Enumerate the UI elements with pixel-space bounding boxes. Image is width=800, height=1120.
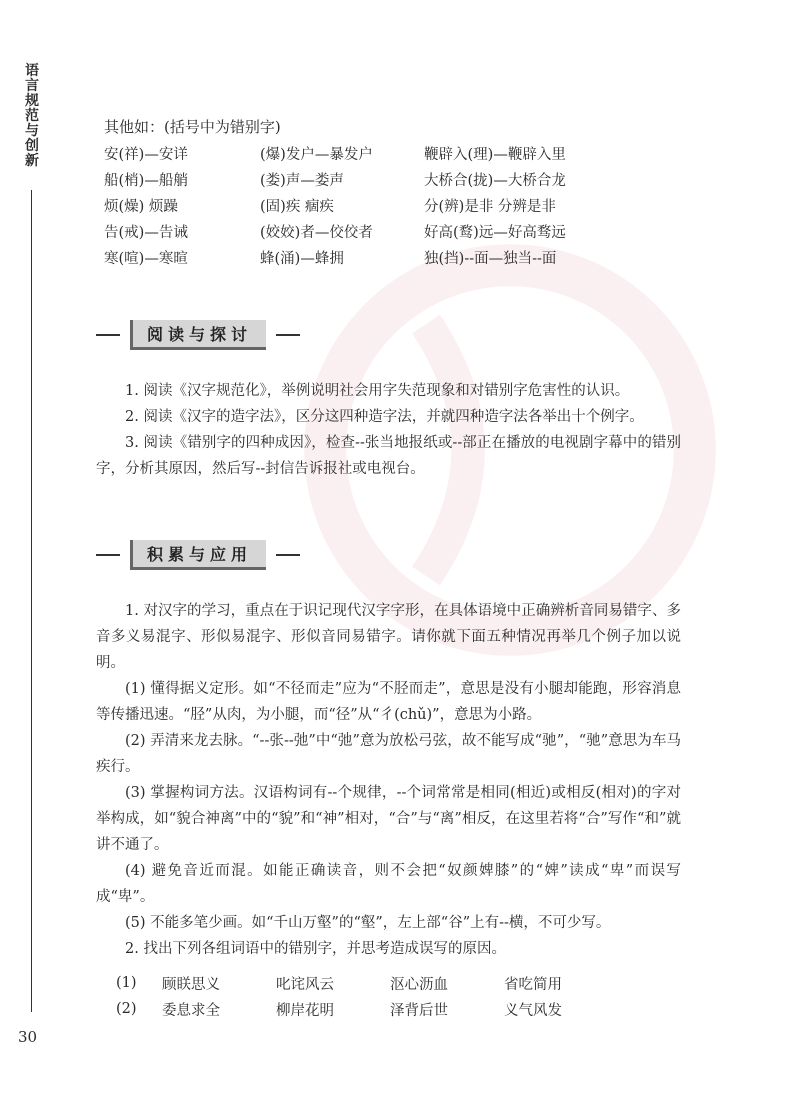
grid-cell: 烦(燥) 烦躁 bbox=[104, 198, 178, 215]
word-item: 顾眹思义 bbox=[162, 976, 220, 993]
section-heading-practice bbox=[96, 542, 346, 568]
grid-cell: (娄)声—娄声 bbox=[260, 172, 344, 189]
grid-row bbox=[104, 192, 664, 218]
exercise-item: (4) 避免音近而混。如能正确读音，则不会把“奴颜婢膝”的“婢”读成“卑”而误写成“卑”。 bbox=[96, 863, 681, 905]
grid-row bbox=[104, 166, 664, 192]
grid-row bbox=[104, 244, 664, 270]
correction-grid bbox=[104, 140, 664, 270]
grid-cell: 蜂(涌)—蜂拥 bbox=[260, 250, 344, 267]
intro-text: 其他如：(括号中为错别字) bbox=[104, 118, 281, 136]
word-item: 省吃简用 bbox=[504, 976, 562, 993]
word-item: 沤心沥血 bbox=[390, 976, 448, 993]
heading-dash-right bbox=[276, 334, 300, 336]
grid-row bbox=[104, 140, 664, 166]
grid-cell: 独(挡)--面—独当--面 bbox=[424, 250, 557, 267]
reading-exercises bbox=[96, 378, 681, 482]
grid-cell: 大桥合(拢)—大桥合龙 bbox=[424, 172, 566, 189]
section-heading-reading bbox=[96, 322, 346, 348]
grid-cell: 寒(喧)—寒暄 bbox=[104, 250, 188, 267]
word-index: (1) bbox=[116, 975, 137, 991]
word-row bbox=[116, 996, 616, 1022]
grid-cell: 安(祥)—安详 bbox=[104, 146, 188, 163]
word-item: 柳岸花明 bbox=[276, 1002, 334, 1019]
exercise-item: (1) 懂得据义定形。如“不径而走”应为“不胫而走”，意思是没有小腿却能跑，形容消息等传播迅速。“胫”从肉，为小腿，而“径”从“彳(chǔ)”，意思为小路。 bbox=[96, 681, 681, 723]
practice-exercises bbox=[96, 598, 681, 962]
word-index: (2) bbox=[116, 1001, 137, 1017]
exercise-item: 1. 阅读《汉字规范化》，举例说明社会用字失范现象和对错别字危害性的认识。 bbox=[125, 383, 630, 399]
grid-cell: 鞭辟入(理)—鞭辟入里 bbox=[424, 146, 566, 163]
word-row bbox=[116, 970, 616, 996]
word-groups bbox=[116, 970, 616, 1022]
word-item: 泽背后世 bbox=[390, 1002, 448, 1019]
exercise-item: (3) 掌握构词方法。汉语构词有--个规律，--个词常常是相同(相近)或相反(相对)的字对举构成，如“貌合神离”中的“貌”和“神”相对，“合”与“离”相反，在这里若将“合”写作“和”就讲不通了。 bbox=[96, 785, 681, 853]
grid-cell: (爆)发户—暴发户 bbox=[260, 146, 373, 163]
exercise-item: (5) 不能多笔少画。如“千山万壑”的“壑”，左上部“谷”上有--横，不可少写。 bbox=[125, 915, 611, 931]
exercise-item: 1. 对汉字的学习，重点在于识记现代汉字字形，在具体语境中正确辨析音同易错字、多音多义易混字、形似易混字、形似音同易错字。请你就下面五种情况再举几个例子加以说明。 bbox=[96, 603, 681, 671]
grid-cell: 分(辨)是非 分辨是非 bbox=[424, 198, 556, 215]
word-item: 叱诧风云 bbox=[276, 976, 334, 993]
grid-row bbox=[104, 218, 664, 244]
exercise-item: (2) 弄清来龙去脉。“--张--弛”中“弛”意为放松弓弦，故不能写成“驰”，“驰”意思为车马疾行。 bbox=[96, 733, 681, 775]
word-item: 委息求全 bbox=[162, 1002, 220, 1019]
section-title: 积累与应用 bbox=[130, 540, 266, 570]
grid-cell: (姣姣)者—佼佼者 bbox=[260, 224, 373, 241]
heading-dash-left bbox=[96, 334, 120, 336]
heading-dash-left bbox=[96, 554, 120, 556]
grid-cell: 好高(鹜)远—好高骛远 bbox=[424, 224, 566, 241]
page-number: 30 bbox=[18, 1028, 38, 1046]
grid-cell: 船(梢)—船艄 bbox=[104, 172, 188, 189]
heading-dash-right bbox=[276, 554, 300, 556]
section-title: 阅读与探讨 bbox=[130, 320, 266, 350]
word-item: 义气风发 bbox=[504, 1002, 562, 1019]
exercise-item: 3. 阅读《错别字的四种成因》，检查--张当地报纸或--部正在播放的电视剧字幕中的错别字，分析其原因，然后写--封信告诉报社或电视台。 bbox=[96, 435, 681, 477]
exercise-item: 2. 阅读《汉字的造字法》，区分这四种造字法，并就四种造字法各举出十个例字。 bbox=[125, 409, 644, 425]
grid-cell: (固)疾 痼疾 bbox=[260, 198, 334, 215]
side-divider bbox=[31, 190, 32, 1012]
side-title: 语言规范与创新 bbox=[25, 63, 39, 169]
grid-cell: 告(戒)—告诫 bbox=[104, 224, 188, 241]
exercise-item: 2. 找出下列各组词语中的错别字，并思考造成误写的原因。 bbox=[125, 941, 506, 957]
